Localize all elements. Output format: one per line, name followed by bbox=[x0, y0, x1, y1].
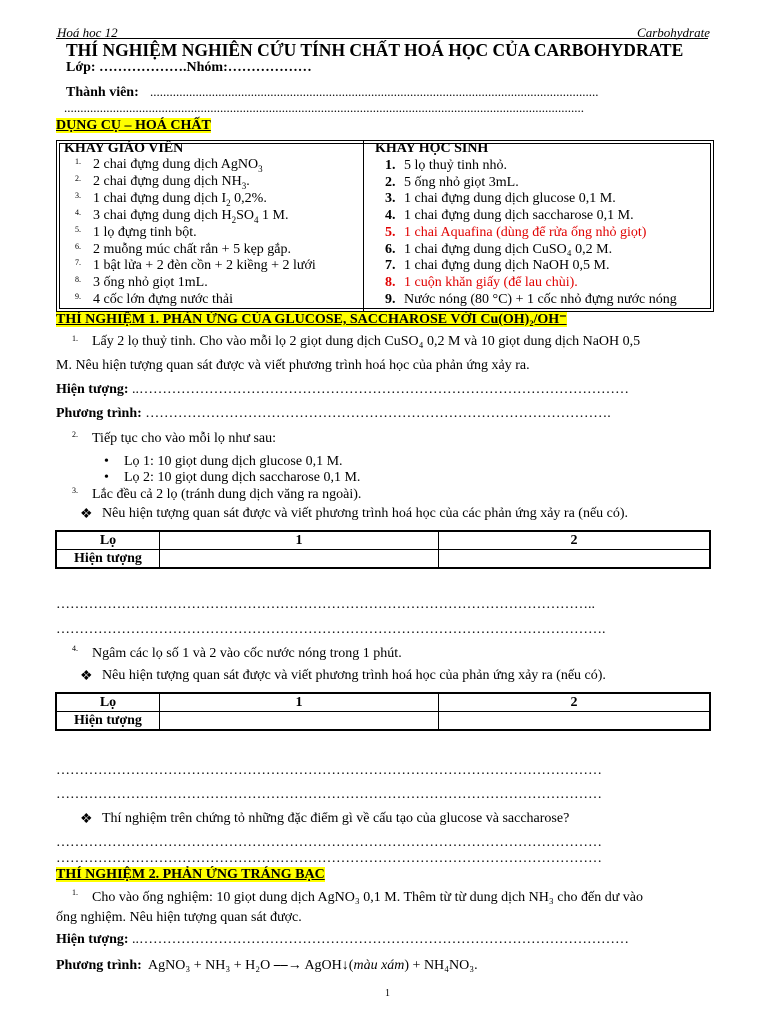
teacher-item: 1 bật lửa + 2 đèn cồn + 2 kiềng + 2 lưới bbox=[93, 258, 316, 274]
teacher-item-number: 3. bbox=[75, 190, 81, 200]
table-header-2: 2 bbox=[439, 531, 711, 550]
teacher-item: 3 ống nhỏ giọt 1mL. bbox=[93, 275, 208, 291]
header-subject: Hoá học 12 bbox=[57, 25, 118, 40]
exp2-step1-number: 1. bbox=[72, 888, 78, 897]
exp1-step4-text: Ngâm các lọ số 1 và 2 vào cốc nước nóng trong 1 phút. bbox=[92, 646, 402, 661]
exp1-note-1: Nêu hiện tượng quan sát được và viết phương trình hoá học của các phản ứng xảy ra (nếu có). bbox=[102, 506, 629, 521]
student-item-number: 3. bbox=[385, 191, 396, 207]
exp1-note-3: Thí nghiệm trên chứng tỏ những đặc điểm gì về cấu tạo của glucose và saccharose? bbox=[102, 811, 570, 826]
teacher-item: 2 muỗng múc chất rắn + 5 kẹp gắp. bbox=[93, 241, 292, 257]
teacher-item: 4 cốc lớn đựng nước thải bbox=[93, 292, 234, 308]
teacher-item-number: 5. bbox=[75, 224, 81, 234]
teacher-item-number: 6. bbox=[75, 241, 81, 251]
exp1-step1-text: Lấy 2 lọ thuỷ tinh. Cho vào mỗi lọ 2 giọt dung dịch CuSO₄ 0,2 M và 10 giọt dung dịch NaOH 0,5 bbox=[92, 334, 641, 349]
header-divider bbox=[56, 38, 708, 39]
exp2-step1-text: Cho vào ống nghiệm: 10 giọt dung dịch AgNO₃ 0,1 M. Thêm từ từ dung dịch NH₃ cho đến dư vào bbox=[92, 890, 643, 905]
student-item-number: 8. bbox=[385, 274, 396, 290]
exp2-phenomenon: Hiện tượng: ..…………………………………………………………………………………………… bbox=[56, 932, 630, 947]
answer-dots: ……………………………………………………………………………………………………… bbox=[56, 787, 602, 802]
student-item-number: 9. bbox=[385, 291, 396, 307]
table-header-2: 2 bbox=[439, 693, 711, 712]
student-item-number: 1. bbox=[385, 158, 396, 173]
exp2-heading: THÍ NGHIỆM 2. PHẢN ỨNG TRÁNG BẠC bbox=[56, 867, 325, 882]
exp2-step1-text-cont: ống nghiệm. Nêu hiện tượng quan sát được. bbox=[56, 910, 302, 925]
page-number: 1 bbox=[385, 988, 390, 999]
diamond-bullet-icon: ❖ bbox=[80, 507, 93, 522]
section-tools-heading: DỤNG CỤ – HOÁ CHẤT bbox=[56, 118, 211, 133]
student-item-number: 7. bbox=[385, 258, 396, 274]
answer-dots: ……………………………………………………………………………………………………… bbox=[56, 851, 602, 866]
teacher-item-number: 1. bbox=[75, 157, 81, 166]
diamond-bullet-icon: ❖ bbox=[80, 812, 93, 827]
teacher-item-number: 4. bbox=[75, 207, 81, 217]
exp1-note-2: Nêu hiện tượng quan sát được và viết phương trình hoá học của phản ứng xảy ra (nếu có). bbox=[102, 668, 606, 683]
student-item: 5 lọ thuỷ tinh nhỏ. bbox=[404, 158, 508, 173]
teacher-item: 3 chai đựng dung dịch $H_2SO_4$ 1 M. bbox=[93, 207, 289, 225]
student-item: 1 chai đựng dung dịch glucose 0,1 M. bbox=[404, 191, 616, 207]
exp1-heading: THÍ NGHIỆM 1. PHẢN ỨNG CỦA GLUCOSE, SACCHAROSE VỚI Cu(OH)₂/OH⁻ bbox=[56, 312, 567, 327]
page-title: THÍ NGHIỆM NGHIÊN CỨU TÍNH CHẤT HOÁ HỌC CỦA CARBOHYDRATE bbox=[66, 40, 684, 60]
student-item: Nước nóng (80 °C) + 1 cốc nhỏ đựng nước nóng bbox=[404, 291, 677, 307]
student-item: 5 ống nhỏ giọt 3mL. bbox=[404, 174, 519, 190]
answer-dots: ……………………………………………………………………………………………………… bbox=[56, 835, 602, 850]
members-dots-2: ................................................................................................................................................................ bbox=[64, 100, 584, 115]
class-group-line: Lớp: ……………….Nhóm:……………… bbox=[66, 60, 312, 75]
exp1-phenomenon: Hiện tượng: ..…………………………………………………………………………………………… bbox=[56, 382, 630, 397]
table-cell-answer-1[interactable] bbox=[160, 550, 439, 569]
bullet-icon: • bbox=[104, 470, 109, 485]
student-item: 1 chai Aquafina (dùng để rửa ống nhỏ giọt) bbox=[404, 224, 647, 240]
exp1-step1-number: 1. bbox=[72, 334, 78, 343]
student-item-number: 4. bbox=[385, 208, 396, 224]
exp1-table-1 bbox=[55, 530, 711, 569]
header-topic: Carbohydrate bbox=[637, 25, 710, 40]
table-header-tube: Lọ bbox=[56, 531, 160, 550]
answer-dots: ……………………………………………………………………………………………………… bbox=[56, 763, 602, 778]
table-cell-answer-2[interactable] bbox=[439, 550, 711, 569]
teacher-item-number: 8. bbox=[75, 275, 81, 285]
teacher-item-number: 9. bbox=[75, 292, 81, 302]
teacher-item: 1 lọ đựng tinh bột. bbox=[93, 224, 197, 240]
student-item: 1 chai đựng dung dịch saccharose 0,1 M. bbox=[404, 208, 634, 224]
exp2-equation: Phương trình: AgNO₃ + NH₃ + H₂O ⎯⎯→ AgOH↓(màu xám) + NH₄NO₃. bbox=[56, 958, 478, 973]
table-header-1: 1 bbox=[160, 531, 439, 550]
teacher-item: 2 chai đựng dung dịch $NH_3$. bbox=[93, 173, 250, 191]
exp1-equation: Phương trình: ………………………………………………………………………………………. bbox=[56, 406, 611, 421]
student-item: 1 chai đựng dung dịch CuSO₄ 0,2 M. bbox=[404, 241, 613, 257]
table-header-1: 1 bbox=[160, 693, 439, 712]
student-item: 1 cuộn khăn giấy (để lau chùi). bbox=[404, 274, 578, 290]
table-row-label: Hiện tượng bbox=[56, 712, 160, 731]
answer-dots: …………………………………………………………………………………………………….. bbox=[56, 597, 595, 612]
exp1-step2-number: 2. bbox=[72, 430, 78, 439]
exp1-step3-text: Lắc đều cả 2 lọ (tránh dung dịch văng ra ngoài). bbox=[92, 487, 362, 502]
members-dots: .......................................................................................................................................... bbox=[150, 84, 599, 99]
exp1-bullet-1: Lọ 1: 10 giọt dung dịch glucose 0,1 M. bbox=[124, 454, 343, 469]
student-item-number: 6. bbox=[385, 241, 396, 257]
student-item-number: 2. bbox=[385, 174, 396, 190]
members-label: Thành viên: bbox=[66, 85, 139, 100]
student-item: 1 chai đựng dung dịch NaOH 0,5 M. bbox=[404, 258, 610, 274]
student-tray-heading: KHAY HỌC SINH bbox=[375, 141, 489, 156]
teacher-item: 1 chai đựng dung dịch $I_2$ 0,2%. bbox=[93, 190, 267, 208]
table-cell-answer-1[interactable] bbox=[160, 712, 439, 731]
table-cell-answer-2[interactable] bbox=[439, 712, 711, 731]
table-row-label: Hiện tượng bbox=[56, 550, 160, 569]
exp1-step3-number: 3. bbox=[72, 486, 78, 495]
exp1-step4-number: 4. bbox=[72, 644, 78, 653]
diamond-bullet-icon: ❖ bbox=[80, 669, 93, 684]
student-item-number: 5. bbox=[385, 224, 396, 240]
exp1-table-2 bbox=[55, 692, 711, 731]
exp1-step2-text: Tiếp tục cho vào mỗi lọ như sau: bbox=[92, 431, 277, 446]
answer-dots: ………………………………………………………………………………………………………. bbox=[56, 622, 606, 637]
bullet-icon: • bbox=[104, 454, 109, 469]
teacher-tray-heading: KHAY GIÁO VIÊN bbox=[64, 141, 184, 156]
teacher-item-number: 2. bbox=[75, 173, 81, 183]
exp1-bullet-2: Lọ 2: 10 giọt dung dịch saccharose 0,1 M. bbox=[124, 470, 361, 485]
exp1-step1-text-cont: M. Nêu hiện tượng quan sát được và viết phương trình hoá học của phản ứng xảy ra. bbox=[56, 358, 530, 373]
teacher-item-number: 7. bbox=[75, 258, 81, 268]
tools-divider bbox=[363, 141, 364, 311]
table-header-tube: Lọ bbox=[56, 693, 160, 712]
teacher-item: 2 chai đựng dung dịch AgNO$_3$ bbox=[93, 157, 263, 174]
